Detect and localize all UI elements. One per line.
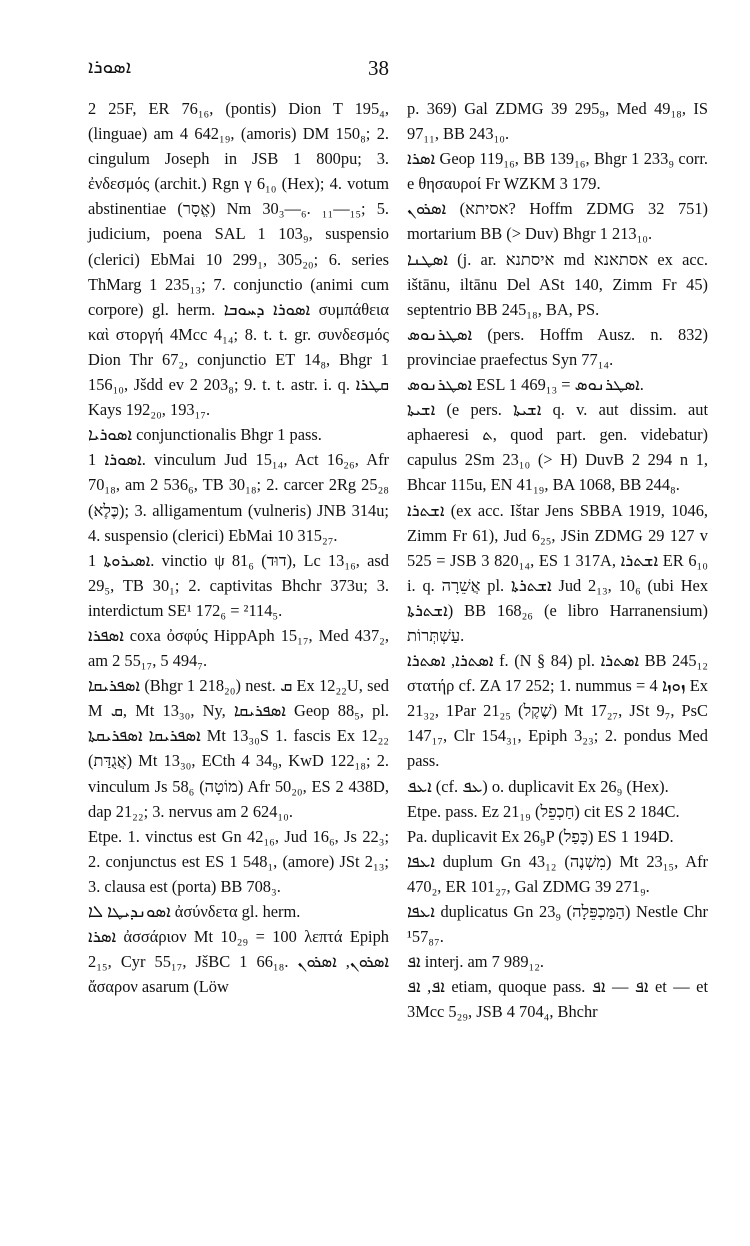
left-column [88, 96, 389, 1024]
page-header [72, 56, 692, 82]
dictionary-entry: ܐܦ, ܐܦ etiam, quoque pass. ܐܦ — ܐܦ et — et 3Mcc 5₂₉, JSB 4 704₄, Bhchr [407, 977, 708, 1022]
dictionary-entry: ܐܣܦܪܐ coxa ὀσφύς HippAph 15₁₇, Med 437₂, am 2 55₁₇, 5 494₇. [88, 625, 389, 671]
dictionary-entry: ܐܣܛܪܢܘܣ ESL 1 469₁₃ = ܐܣܛܪܢܘܣ. [407, 375, 644, 395]
dictionary-columns [88, 96, 708, 1024]
running-head: ܐܣܘܪܐ [88, 56, 132, 78]
dictionary-entry: ܐܣܪܐ ἀσσάριον Mt 10₂₉ = 100 λεπτά Epiph 2₁₅, Cyr 55₁₇, JšBC 1 66₁₈. ܐܣܪܘܢ, ܐܣܪܘܢ ἄσαρον asarum (Löw [88, 927, 390, 997]
dictionary-entry: ܐܫܝܬܐ (e pers. ܐܫܝܬܐ q. v. aut dissim. aut aphaeresi ܬ, quod part. gen. videbatur) capulus 2Sm 23₁₀ (> H) DuvB 2 294 n 1, Bhcar 115u, EN 41₁₉, BA 1068, BB 244₈. [407, 400, 708, 495]
dictionary-entry: ܐܣܬܪܐ, ܐܣܬܪܐ f. (N § 84) pl. ܐܣܬܪܐ BB 245₁₂ στατήρ cf. ZA 17 252; 1. nummus = 4 ܙܘܙܐ Ex 21₃₂, 1Par 21₂₅ (שֶׁקֶל) Mt 17₂₇, JSt 9₇, PsC 147₁₇, Clr 154₃₁, Epiph 3₂₃; 2. pondus Med pass. [407, 651, 708, 771]
dictionary-entry: 2 25F, ER 76₁₆, (pontis) Dion T 195₄, (linguae) am 4 642₁₉, (amoris) DM 150₈; 2. cingulum Joseph in JSB 1 800pu; 3. ἐνδεσμός (archit.) Rgn γ 6₁₀ (Hex); 4. votum abstinentiae (אֱסָר) Nm 30₃—₆. ₁₁—₁₅; 5. judicium, poena SAL 1 103₉, suspensio (clerici) EbMai 10 299₁, 305₂₀; 6. series ThMarg 1 235₁₃; 7. conjunctio (animi cum corpore) gl. herm. ܐܣܘܪܐ ܕܚܘܒܐ συμπάθεια καὶ στοργή 4Mcc 4₁₄; 8. t. t. gr. συνδεσμός Dion Thr 67₂, conjunctio ET 14₈, Bhgr 1 156₁₀, Jšdd ev 2 203₈; 9. t. t. astr. i. q. ܩܛܪܐ Kays 192₂₀, 193₁₇. [88, 99, 389, 420]
dictionary-entry: ܐܦ interj. am 7 989₁₂. [407, 952, 545, 972]
dictionary-entry: ܐܣܝܪܘܬܐ 1. vinctio ψ 81₆ (דוּד), Lc 13₁₆, asd 29₅, TB 30₁; 2. captivitas Bhchr 373u; 3. interdictum SE¹ 172₆ = ²114₅. [88, 550, 389, 620]
page-number: 38 [368, 56, 389, 80]
right-column [407, 96, 708, 1024]
dictionary-entry: Etpe. pass. Ez 21₁₉ (חַכְפֵל) cit ES 2 184C. [407, 801, 680, 821]
dictionary-entry: Etpe. 1. vinctus est Gn 42₁₆, Jud 16₆, Js 22₃; 2. conjunctus est ES 1 548₁, (amore) JSt 2₁₃; 3. clausa est (porta) BB 708₃. [88, 826, 389, 896]
dictionary-entry: p. 369) Gal ZDMG 39 295₉, Med 49₁₈, IS 97₁₁, BB 243₁₀. [407, 99, 708, 144]
dictionary-entry: ܐܥܦܐ duplicatus Gn 23₉ (הַמַּכְפֵּלָה) Nestle Chr ¹57₈₇. [407, 902, 708, 947]
dictionary-entry: ܐܣܘܪܝܐ conjunctionalis Bhgr 1 pass. [88, 425, 322, 445]
dictionary-entry: Pa. duplicavit Ex 26₉P (כָּפַל) ES 1 194D. [407, 826, 674, 846]
dictionary-entry: ܐܫܬܪܐ (ex acc. Ištar Jens SBBA 1919, 1046, Zimm Fr 61), Jud 6₂₅, JSin ZDMG 29 127 v 525 = JSB 3 820₁₄, ES 1 317A, ܐܫܬܪܐ ER 6₁₀ i. q. אֲשֵׁרָה pl. ܐܫܬܪܬܐ Jud 2₁₃, 10₆ (ubi Hex ܐܫܬܪܬܐ) BB 168₂₆ (e libro Harranensium) עַשְׁתְּרוֹת. [407, 500, 709, 645]
dictionary-entry: ܐܣܛܪܢܘܣ (pers. Hoffm Ausz. n. 832) provinciae praefectus Syn 77₁₄. [407, 324, 708, 369]
dictionary-entry: ܐܣܘܪܐ 1. vinculum Jud 15₁₄, Act 16₂₆, Afr 70₁₈, am 2 536₆, TB 30₁₈; 2. carcer 2Rg 25₂₈ (כֶּלֶא); 3. alligamentum (vulneris) JNB 314u; 4. suspensio (clerici) EbMai 10 315₂₇. [88, 450, 389, 545]
dictionary-entry: ܐܥܦ (cf. ܥܦ) o. duplicavit Ex 26₉ (Hex). [407, 776, 669, 796]
dictionary-entry: ܐܣܘܢܕܝܛܐ ܠܐ ἀσύνδετα gl. herm. [88, 902, 301, 921]
dictionary-entry: ܐܥܦܐ duplum Gn 43₁₂ (מִשְׁנֶה) Mt 23₁₅, Afr 470₂, ER 101₂₇, Gal ZDMG 39 271₉. [407, 851, 708, 896]
dictionary-entry: ܐܣܪܐ Geop 119₁₆, BB 139₁₆, Bhgr 1 233₉ corr. e θησαυροί Fr WZKM 3 179. [407, 149, 708, 194]
dictionary-entry: ܐܣܛܢܐ (j. ar. איסתנא md אסתאנא ex acc. ištānu, iltānu Del ASt 140, Zimm Fr 45) septentrio BB 245₁₈, BA, PS. [407, 249, 708, 319]
dictionary-entry: ܐܣܪܘܢ (אסיתא? Hoffm ZDMG 32 751) mortarium BB (> Duv) Bhgr 1 213₁₀. [407, 199, 709, 244]
dictionary-entry: ܐܣܦܪܝܩܐ (Bhgr 1 218₂₀) nest. ܩ Ex 12₂₂U, sed M ܩ, Mt 13₃₀, Ny, ܐܣܦܪܝܩܐ Geop 88₅, pl. ܐܣܦܪܝܩܐ ܐܣܦܪܝܩܬܐ Mt 13₃₀S 1. fascis Ex 12₂₂ (אֲגֻדַּת) Mt 13₃₀, ECth 4 34₉, KwD 122₁₈; 2. vinculum Js 58₆ (מוֹטָה) Afr 50₂₀, ES 2 438D, dap 21₂₂; 3. nervus am 2 624₁₀. [88, 676, 390, 821]
